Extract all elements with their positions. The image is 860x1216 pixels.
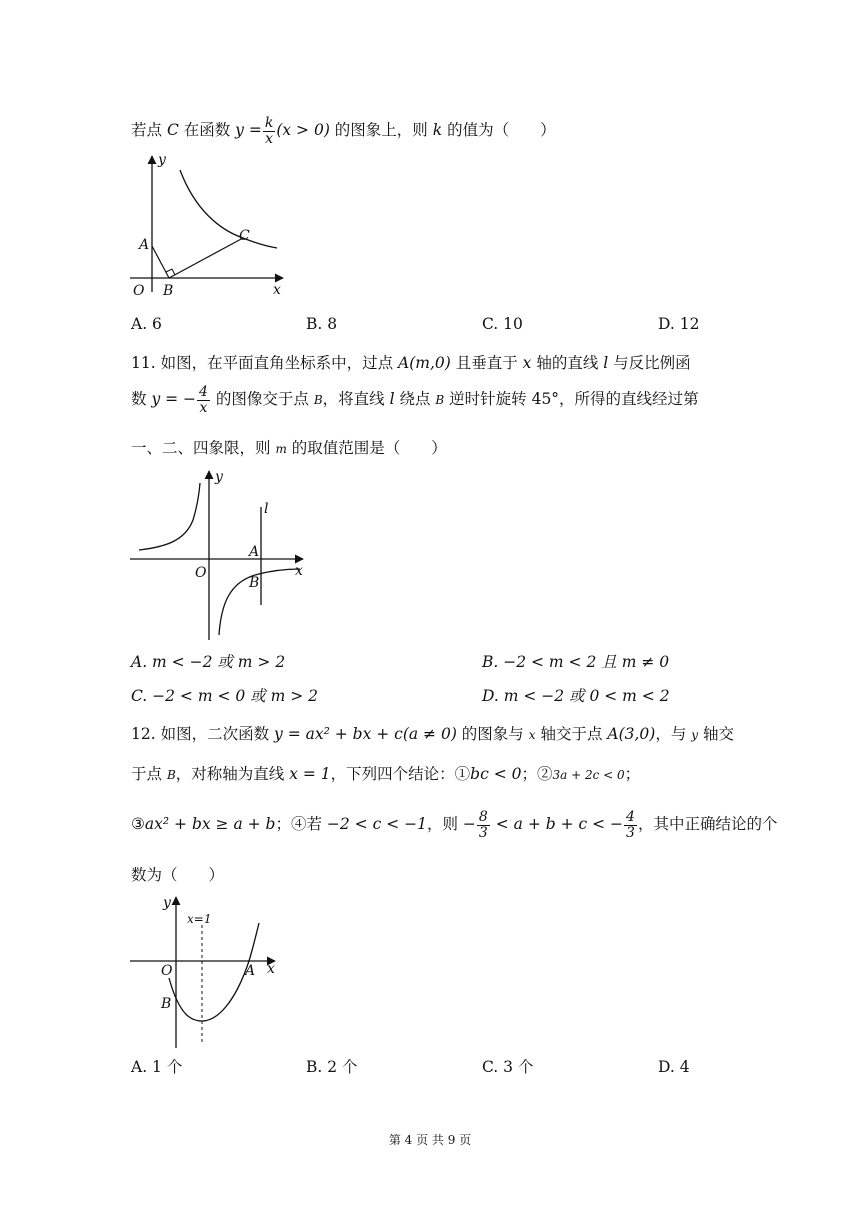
q10-option-c[interactable]: C. 10 [482, 315, 523, 333]
q12-text: ，其中正确结论的个 [637, 815, 778, 834]
q11-text: 逆时针旋转 45°，所得的直线经过第 [444, 390, 699, 409]
q11-function: y = − [151, 390, 197, 409]
q10-x-label: x [273, 282, 281, 298]
q11-y-label: y [215, 469, 223, 485]
q12-line4: 数为（ ） [131, 866, 225, 884]
q12-line1 [131, 725, 734, 744]
q11-text: ，将直线 [322, 390, 390, 409]
q11-x-label: x [295, 563, 303, 579]
q12-text: ；② [521, 765, 553, 783]
q12-figure [125, 893, 285, 1053]
q12-option-a[interactable]: A. 1 个 [131, 1058, 183, 1076]
q11-figure [125, 465, 315, 645]
q12-b-label: B [161, 996, 172, 1012]
q10-text: 在函数 [178, 121, 236, 140]
q11-option-b[interactable]: B. −2 < m < 2 且 m ≠ 0 [482, 653, 670, 671]
q12-text: ；④若 [275, 815, 327, 834]
q10-option-b[interactable]: B. 8 [306, 315, 338, 333]
q12-axis-x: x [528, 728, 536, 742]
q10-condition: (x > 0) [276, 121, 330, 140]
q12-minus-sign: − [462, 815, 476, 834]
q10-a-label: A [139, 237, 150, 253]
q12-point-b: B [166, 768, 176, 782]
q12-text: ； [624, 765, 641, 783]
q11-o-label: O [195, 565, 207, 581]
q11-a-label: A [249, 544, 260, 560]
q10-y-label: y [158, 152, 166, 168]
q11-text: 的图像交于点 [210, 390, 314, 409]
q11-option-a[interactable]: A. m < −2 或 m > 2 [131, 653, 286, 671]
q12-option-d[interactable]: D. 4 [658, 1058, 690, 1076]
q12-text: ，则 [426, 815, 463, 834]
q12-o-label: O [161, 963, 173, 979]
q10-text: 若点 [131, 121, 167, 140]
q10-b-label: B [163, 283, 174, 299]
q12-frac1-num: 8 [478, 809, 488, 825]
q12-text: ③ [131, 815, 145, 834]
q11-text: 的取值范围是（ ） [286, 439, 447, 457]
q10-frac-num: k [264, 115, 274, 131]
q12-y-label: y [163, 895, 171, 911]
q10-figure [125, 150, 295, 300]
q12-option-c[interactable]: C. 3 个 [482, 1058, 534, 1076]
q10-segment-bc [169, 238, 243, 278]
q11-var-m: m [275, 442, 287, 456]
q10-segment-ab [152, 246, 169, 278]
q10-fraction [263, 116, 275, 146]
q11-text: 与反比例函 [608, 354, 691, 372]
q11-line-l: l [603, 354, 609, 372]
q10-option-a[interactable]: A. 6 [131, 315, 162, 333]
q12-conclusion-3: ax² + bx ≥ a + b [144, 815, 276, 834]
q11-text: 轴的直线 [531, 354, 604, 372]
q11-line-l: l [389, 390, 395, 409]
q11-fraction [197, 385, 210, 415]
q12-a-label: A [245, 963, 256, 979]
q11-line1 [131, 354, 691, 373]
q12-axis-equation: x = 1 [289, 765, 331, 783]
q12-axis-label: x=1 [187, 912, 212, 926]
q11-frac-num: 4 [199, 384, 208, 400]
q11-text: 数 [131, 390, 152, 409]
q10-text: 的值为（ ） [442, 121, 556, 140]
q12-fraction-2 [624, 810, 637, 840]
q12-text: ，下列四个结论：① [330, 765, 471, 783]
q10-point-c: C [166, 121, 179, 140]
q10-frac-den: x [265, 130, 274, 147]
q11-text: 绕点 [394, 390, 436, 409]
q10-var-k: k [432, 121, 443, 140]
q12-text: 12. 如图，二次函数 [131, 725, 275, 743]
q12-frac2-num: 4 [626, 809, 635, 825]
q11-l-label: l [264, 501, 269, 517]
q11-point-b: B [435, 393, 445, 408]
q12-conclusion-2: 3a + 2c < 0 [552, 768, 625, 782]
q10-option-d[interactable]: D. 12 [658, 315, 700, 333]
q12-frac1-den: 3 [478, 824, 488, 841]
q11-point-b: B [313, 393, 323, 408]
q12-inequality: < a + b + c < − [490, 815, 624, 834]
q11-hyperbola-right [219, 569, 300, 635]
q12-text: 轴交 [698, 725, 734, 743]
q12-line2 [131, 765, 640, 784]
q12-line3 [131, 810, 777, 840]
q10-o-label: O [133, 283, 145, 299]
q12-text: 轴交于点 [535, 725, 608, 743]
q10-stem [131, 116, 556, 146]
q11-axis-x: x [522, 354, 532, 372]
q11-text: 且垂直于 [450, 354, 523, 372]
q10-c-label: C [239, 228, 250, 244]
q11-line3 [131, 439, 447, 458]
q10-hyperbola [180, 170, 277, 248]
q11-frac-den: x [199, 399, 208, 416]
q11-text: 一、二、四象限，则 [131, 439, 276, 457]
q12-text: 的图象与 [456, 725, 529, 743]
q11-option-d[interactable]: D. m < −2 或 0 < m < 2 [482, 687, 670, 705]
q12-fraction-1 [477, 810, 490, 840]
q11-point-a: A(m,0) [398, 354, 451, 372]
q12-text: ，对称轴为直线 [175, 765, 290, 783]
q12-axis-y: y [691, 728, 699, 742]
q12-text: 于点 [131, 765, 167, 783]
q11-b-label: B [249, 575, 260, 591]
q12-conclusion-1: bc < 0 [470, 765, 522, 783]
q10-text: 的图象上，则 [329, 121, 433, 140]
q11-hyperbola-left [139, 483, 200, 550]
q12-option-b[interactable]: B. 2 个 [306, 1058, 358, 1076]
q12-point-a: A(3,0) [607, 725, 656, 743]
q10-function: y = [235, 121, 262, 140]
q11-option-c[interactable]: C. −2 < m < 0 或 m > 2 [131, 687, 319, 705]
page-footer: 第 4 页 共 9 页 [388, 1133, 472, 1147]
q12-x-label: x [267, 961, 275, 977]
q11-text: 11. 如图，在平面直角坐标系中，过点 [131, 354, 399, 372]
q12-text: ，与 [655, 725, 692, 743]
q12-frac2-den: 3 [626, 824, 635, 841]
q12-conclusion-4-condition: −2 < c < −1 [326, 815, 427, 834]
q12-function: y = ax² + bx + c(a ≠ 0) [274, 725, 457, 743]
q11-line2 [131, 385, 699, 415]
